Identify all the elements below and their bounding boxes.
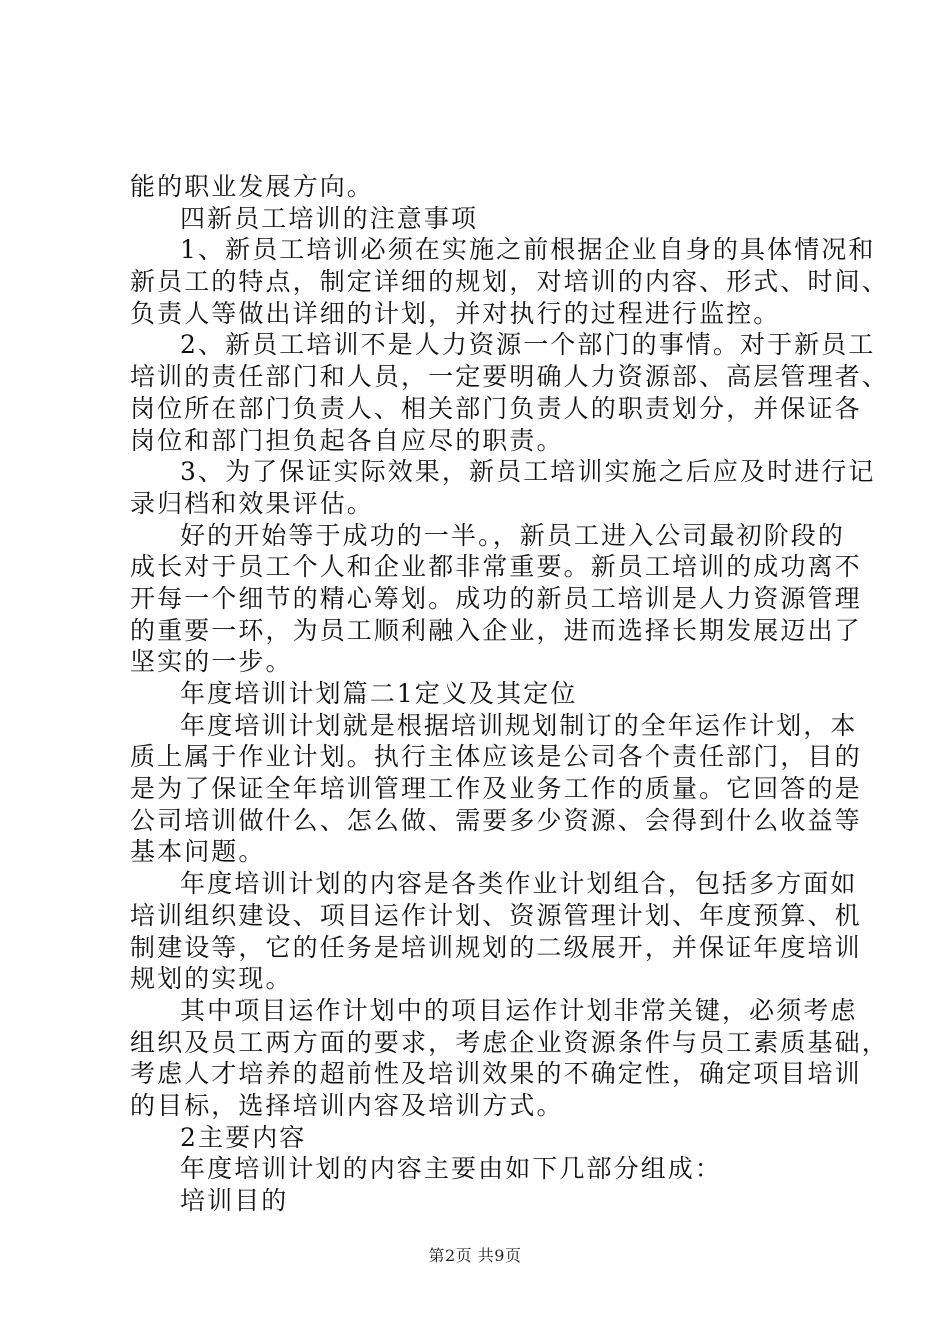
text-line: 录归档和效果评估。 — [130, 488, 374, 518]
text-line: 年度培训计划的内容是各类作业计划组合，包括多方面如 — [180, 869, 858, 899]
text-line: 能的职业发展方向。 — [130, 172, 374, 201]
text-line: 2、新员工培训不是人力资源一个部门的事情。对于新员工 — [180, 330, 876, 360]
text-line: 制建设等，它的任务是培训规划的二级展开，并保证年度培训 — [130, 932, 862, 962]
text-line: 年度培训计划的内容主要由如下几部分组成： — [180, 1154, 723, 1184]
text-line: 的重要一环，为员工顺利融入企业，进而选择长期发展迈出了 — [130, 615, 862, 645]
page-footer: 第2页 共9页 — [428, 1246, 522, 1265]
text-line: 负责人等做出详细的计划，并对执行的过程进行监控。 — [130, 298, 781, 328]
text-line: 成长对于员工个人和企业都非常重要。新员工培训的成功离不 — [130, 552, 862, 582]
text-line: 是为了保证全年培训管理工作及业务工作的质量。它回答的是 — [130, 774, 862, 804]
text-line: 坚实的一步。 — [130, 647, 293, 677]
document-body — [130, 171, 889, 1217]
text-line: 新员工的特点，制定详细的规划，对培训的内容、形式、时间、 — [130, 267, 889, 297]
text-line: 其中项目运作计划中的项目运作计划非常关键，必须考虑 — [180, 995, 858, 1025]
text-line: 1、新员工培训必须在实施之前根据企业自身的具体情况和 — [180, 235, 876, 265]
text-line: 好的开始等于成功的一半。，新员工进入公司最初阶段的 — [180, 520, 846, 550]
text-line: 规划的实现。 — [130, 964, 293, 994]
text-line: 培训的责任部门和人员，一定要明确人力资源部、高层管理者、 — [130, 362, 889, 392]
text-line: 公司培训做什么、怎么做、需要多少资源、会得到什么收益等 — [130, 805, 862, 835]
text-line: 培训目的 — [180, 1186, 289, 1215]
text-line: 基本问题。 — [130, 837, 266, 867]
text-line: 岗位所在部门负责人、相关部门负责人的职责划分，并保证各 — [130, 393, 862, 423]
text-line: 3、为了保证实际效果，新员工培训实施之后应及时进行记 — [180, 457, 876, 487]
text-line: 组织及员工两方面的要求，考虑企业资源条件与员工素质基础， — [130, 1027, 889, 1057]
text-line: 质上属于作业计划。执行主体应该是公司各个责任部门，目的 — [130, 742, 862, 772]
text-line: 2主要内容 — [180, 1122, 307, 1152]
text-line: 的目标，选择培训内容及培训方式。 — [130, 1090, 564, 1120]
text-line: 考虑人才培养的超前性及培训效果的不确定性，确定项目培训 — [130, 1059, 862, 1089]
text-line: 岗位和部门担负起各自应尽的职责。 — [130, 425, 564, 455]
text-line: 四新员工培训的注意事项 — [180, 203, 479, 233]
text-line: 年度培训计划篇二1定义及其定位 — [180, 679, 578, 708]
text-line: 年度培训计划就是根据培训规划制订的全年运作计划，本 — [180, 710, 858, 740]
text-line: 开每一个细节的精心筹划。成功的新员工培训是人力资源管理 — [130, 583, 862, 613]
text-line: 培训组织建设、项目运作计划、资源管理计划、年度预算、机 — [130, 900, 862, 930]
